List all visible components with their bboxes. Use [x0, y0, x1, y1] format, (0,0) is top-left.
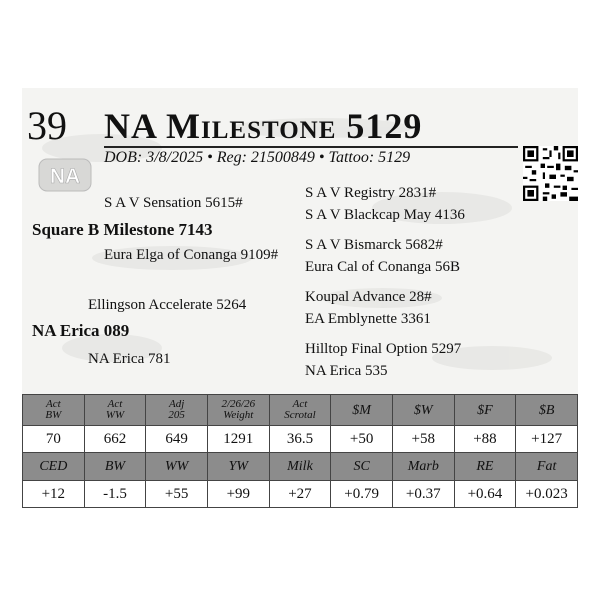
header-cell: CED [23, 453, 85, 481]
value-cell: +50 [331, 426, 393, 453]
animal-info-line: DOB: 3/8/2025 • Reg: 21500849 • Tattoo: 5129 [104, 149, 411, 166]
header-cell: $W [392, 395, 454, 426]
dam-dam-dam: NA Erica 535 [305, 363, 388, 379]
dam-sire-sire: Koupal Advance 28# [305, 289, 432, 305]
header-cell: Act Scrotal [269, 395, 331, 426]
value-cell: +0.37 [392, 481, 454, 508]
sire: Square B Milestone 7143 [32, 220, 213, 239]
header-cell: Act WW [84, 395, 146, 426]
lot-number: 39 [27, 103, 67, 148]
sire-sire-sire: S A V Registry 2831# [305, 185, 437, 201]
dam-sire-dam: EA Emblynette 3361 [305, 311, 431, 327]
header-cell: YW [207, 453, 269, 481]
header-cell: $M [331, 395, 393, 426]
qr-code-icon [523, 146, 578, 201]
header-cell: $B [516, 395, 578, 426]
sire-dam: Eura Elga of Conanga 9109# [104, 247, 279, 263]
header-cell: RE [454, 453, 516, 481]
value-cell: +127 [516, 426, 578, 453]
value-cell: +0.79 [331, 481, 393, 508]
value-cell: -1.5 [84, 481, 146, 508]
header-cell: 2/26/26 Weight [207, 395, 269, 426]
epd-value-row [23, 481, 578, 508]
header-cell: Adj 205 [146, 395, 208, 426]
sire-sire: S A V Sensation 5615# [104, 195, 243, 211]
performance-value-row [23, 426, 578, 453]
dam-dam-sire: Hilltop Final Option 5297 [305, 341, 462, 357]
header-cell: $F [454, 395, 516, 426]
epd-header-row [23, 453, 578, 481]
header-cell: Fat [516, 453, 578, 481]
animal-name: NA Milestone 5129 [104, 106, 423, 146]
sire-sire-dam: S A V Blackcap May 4136 [305, 207, 465, 223]
svg-text:NA: NA [49, 165, 81, 188]
header-cell: WW [146, 453, 208, 481]
value-cell: +0.64 [454, 481, 516, 508]
performance-header-row [23, 395, 578, 426]
value-cell: +27 [269, 481, 331, 508]
dam-dam: NA Erica 781 [88, 351, 171, 367]
dam-sire: Ellingson Accelerate 5264 [88, 297, 247, 313]
header-cell: Milk [269, 453, 331, 481]
dam: NA Erica 089 [32, 321, 130, 340]
epd-table [22, 452, 578, 508]
value-cell: +0.023 [516, 481, 578, 508]
value-cell: 649 [146, 426, 208, 453]
header-cell: Marb [392, 453, 454, 481]
value-cell: +99 [207, 481, 269, 508]
na-logo [38, 158, 92, 192]
value-cell: 36.5 [269, 426, 331, 453]
value-cell: 70 [23, 426, 85, 453]
sire-dam-dam: Eura Cal of Conanga 56B [305, 259, 460, 275]
header-cell: BW [84, 453, 146, 481]
sire-dam-sire: S A V Bismarck 5682# [305, 237, 443, 253]
performance-table [22, 394, 578, 453]
value-cell: 662 [84, 426, 146, 453]
value-cell: +55 [146, 481, 208, 508]
header-cell: SC [331, 453, 393, 481]
header-cell: Act BW [23, 395, 85, 426]
value-cell: 1291 [207, 426, 269, 453]
value-cell: +58 [392, 426, 454, 453]
value-cell: +12 [23, 481, 85, 508]
value-cell: +88 [454, 426, 516, 453]
